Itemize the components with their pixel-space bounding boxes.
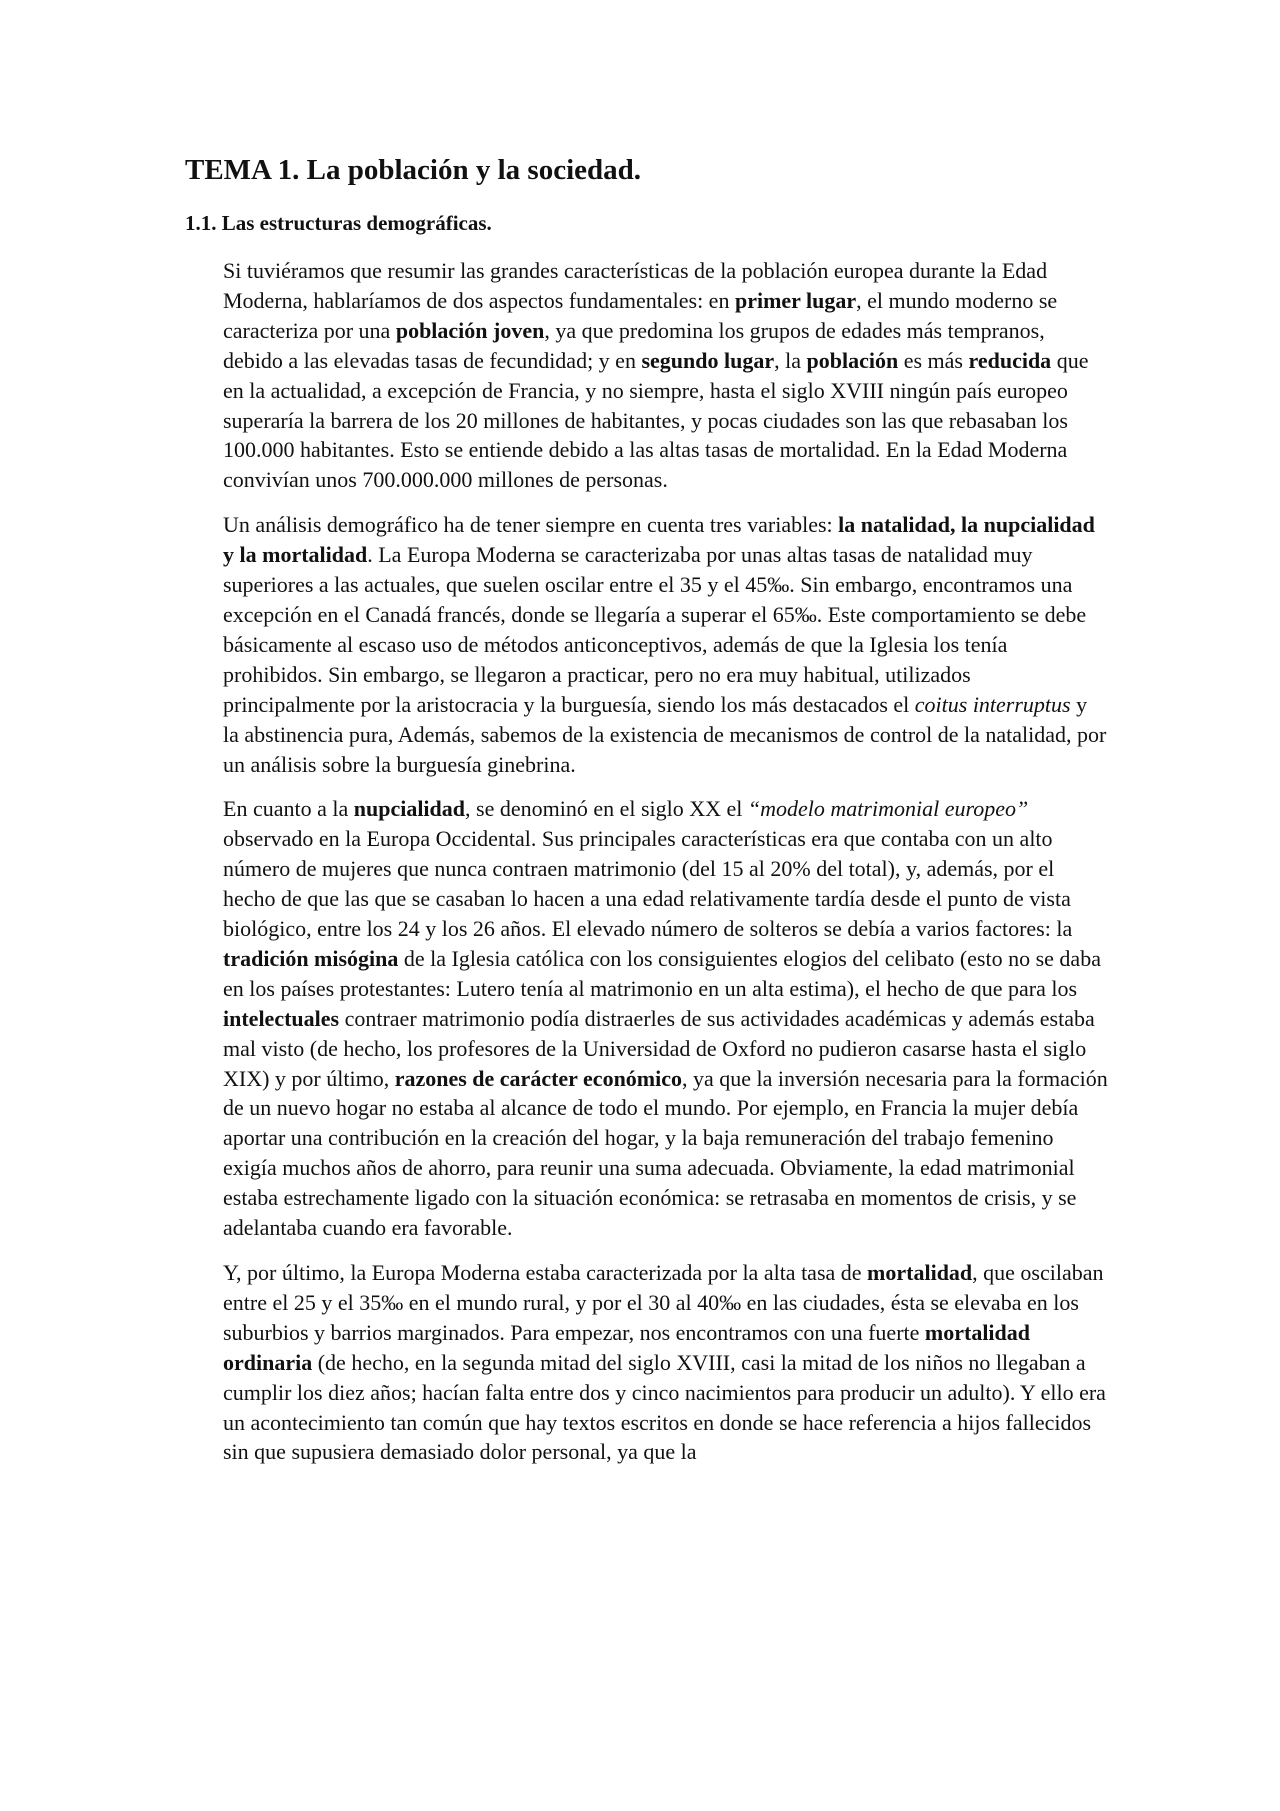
paragraph-natality — [223, 510, 1108, 779]
paragraph-population-characteristics — [223, 256, 1108, 495]
text-run: , ya que la inversión necesaria para la formación de un nuevo hogar no estaba al alcance de todo el mundo. Por ejemplo, en Francia la mujer debía aportar una contribución en la creación del hogar, y la baja remuneración del trabajo femenino exigía muchos años de ahorro, para reunir una suma adecuada. Obviamente, la edad matrimonial estaba estrechamente ligado con la situación económica: se retrasaba en momentos de crisis, y se adelantaba cuando era favorable. — [223, 1065, 1108, 1241]
text-run: Si tuviéramos que resumir las grandes características de la población europea durante la Edad Moderna, hablaríamos de dos aspectos fundamentales: en — [223, 258, 1048, 313]
text-run: Y, por último, la Europa Moderna estaba caracterizada por la alta tasa de — [223, 1260, 868, 1285]
bold-text-run: primer lugar — [734, 287, 857, 313]
section-heading: 1.1. Las estructuras demográficas. — [185, 211, 492, 235]
text-run: que en la actualidad, a excepción de Francia, y no siempre, hasta el siglo XVIII ningún país europeo superaría la barrera de los 20 millones de habitantes, y pocas ciudades son las que rebasaban los 100.000 habitantes. Esto se entiende debido a las altas tasas de mortalidad. En la Edad Moderna convivían unos 700.000.000 millones de personas. — [223, 347, 1089, 493]
bold-text-run: mortalidad ordinaria — [223, 1319, 1031, 1375]
bold-text-run: intelectuales — [223, 1005, 340, 1031]
paragraph-mortality — [223, 1258, 1108, 1467]
text-run: En cuanto a la — [223, 796, 354, 822]
text-run: , la — [774, 347, 807, 373]
text-run: observado en la Europa Occidental. Sus principales características era que contaba con un alto número de mujeres que nunca contraen matrimonio (del 15 al 20% del total), y, además, por el hecho de que las que se casaban lo hacen a una edad relativamente tardía desde el punto de vista biológico, entre los 24 y los 26 años. El elevado número de solteros se debía a varios factores: la — [223, 826, 1073, 942]
bold-text-run: población — [806, 347, 899, 373]
text-run: . La Europa Moderna se caracterizaba por unas altas tasas de natalidad muy superiores a las actuales, que suelen oscilar entre el 35 y el 45‰. Sin embargo, encontramos una excepción en el Canadá francés, donde se llegaría a superar el 65‰. Este comportamiento se debe básicamente al escaso uso de métodos anticonceptivos, además de que la Iglesia los tenía prohibidos. Sin embargo, se llegaron a practicar, pero no era muy habitual, utilizados principalmente por la aristocracia y la burguesía, siendo los más destacados el — [223, 542, 1087, 717]
bold-text-run: tradición misógina — [223, 945, 399, 971]
bold-text-run: población joven — [395, 317, 545, 343]
italic-text-run: “modelo matrimonial europeo” — [747, 796, 1029, 822]
document-title: TEMA 1. La población y la sociedad. — [185, 154, 642, 186]
bold-text-run: mortalidad — [867, 1260, 973, 1285]
bold-text-run: nupcialidad — [353, 796, 466, 822]
italic-text-run: coitus interruptus — [914, 691, 1071, 717]
text-run: (de hecho, en la segunda mitad del siglo XVIII, casi la mitad de los niños no llegaban a cumplir los diez años; hacían falta entre dos y cinco nacimientos para producir un adulto). Y ello era un acontecimiento tan común que hay textos escritos en donde se hace referencia a hijos fallecidos sin que supusiera demasiado dolor personal, ya que la — [223, 1349, 1106, 1465]
text-run: , se denominó en el siglo XX el — [465, 796, 748, 822]
paragraph-nuptiality — [223, 794, 1108, 1243]
text-run: , que oscilaban entre el 25 y el 35‰ en el mundo rural, y por el 30 al 40‰ en las ciudades, ésta se elevaba en los suburbios y barrios marginados. Para empezar, nos encontramos con una fuerte — [223, 1260, 1104, 1345]
bold-text-run: reducida — [968, 347, 1052, 373]
text-run: es más — [898, 347, 969, 373]
text-run: , el mundo moderno se caracteriza por una — [223, 287, 1058, 343]
bold-text-run: segundo lugar — [641, 347, 775, 373]
text-run: contraer matrimonio podía distraerles de sus actividades académicas y además estaba mal visto (de hecho, los profesores de la Universidad de Oxford no pudieron casarse hasta el siglo XIX) y por último, — [223, 1005, 1095, 1091]
document-body — [223, 256, 1108, 1482]
bold-text-run: razones de carácter económico — [394, 1065, 683, 1091]
bold-text-run: la natalidad, la nupcialidad y la mortalidad — [223, 512, 1095, 568]
text-run: de la Iglesia católica con los consiguientes elogios del celibato (esto no se daba en los países protestantes: Lutero tenía al matrimonio en un alta estima), el hecho de que para los — [223, 945, 1101, 1001]
text-run: y la abstinencia pura, Además, sabemos de la existencia de mecanismos de control de la natalidad, por un análisis sobre la burguesía ginebrina. — [223, 691, 1107, 777]
text-run: , ya que predomina los grupos de edades más tempranos, debido a las elevadas tasas de fecundidad; y en — [223, 317, 1045, 373]
text-run: Un análisis demográfico ha de tener siempre en cuenta tres variables: — [223, 512, 839, 538]
